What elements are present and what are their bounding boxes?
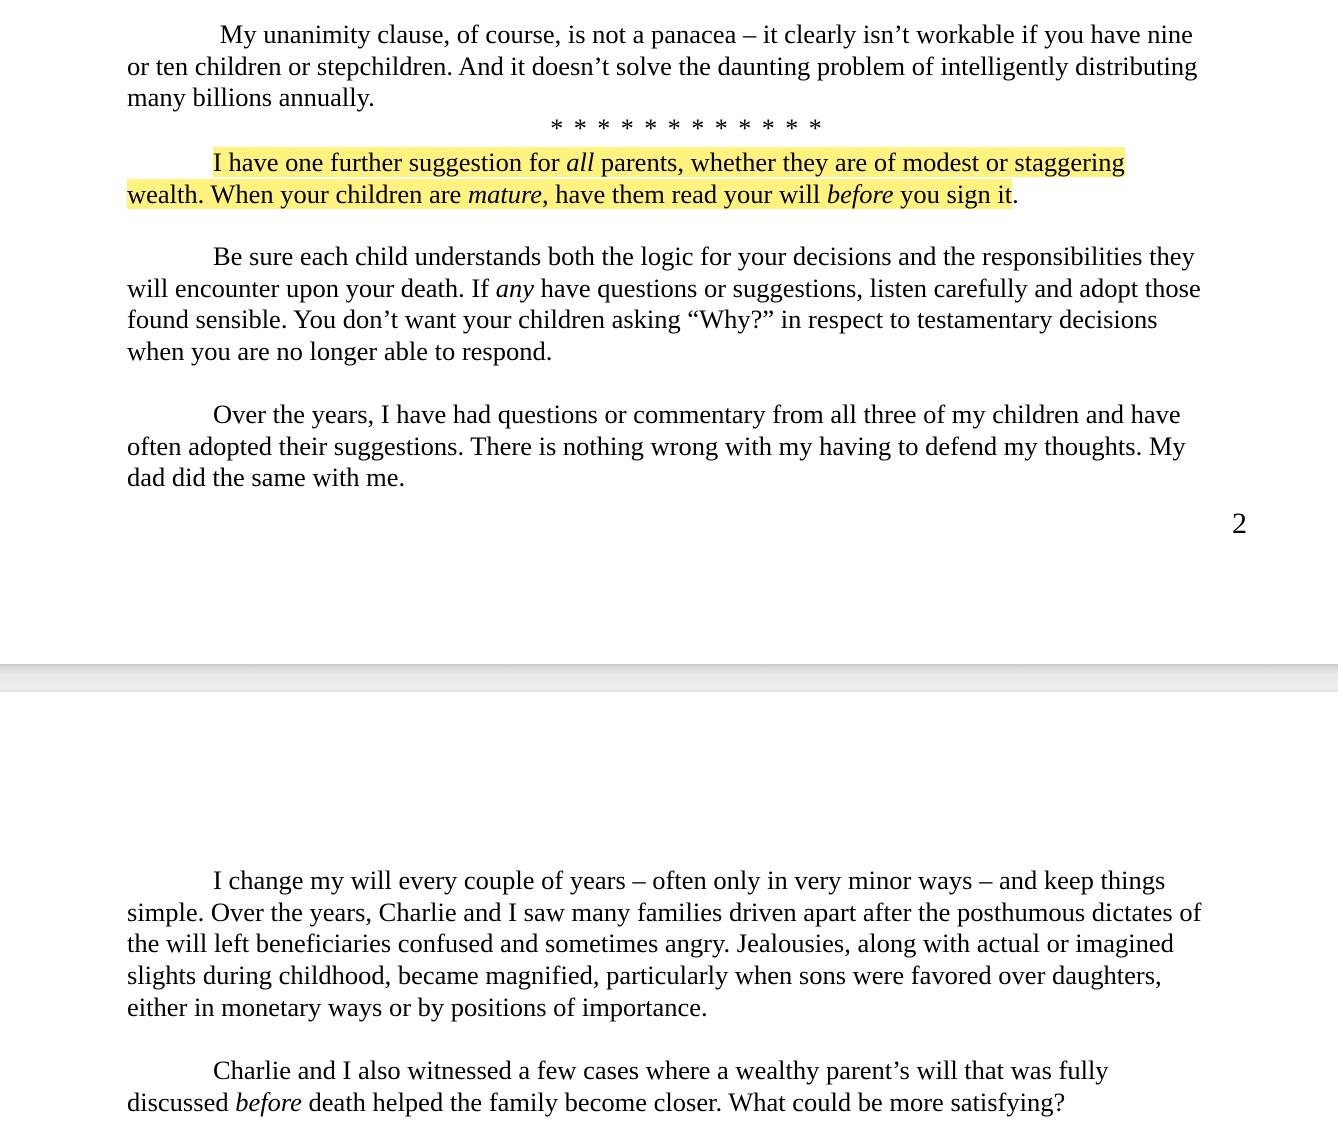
paragraph-unanimity-clause: My unanimity clause, of course, is not a panacea – it clearly isn’t workable if you have nine or ten children or stepchildren. And it doesn’t solve the daunting problem of intelligently distributing many billions annually. xyxy=(127,19,1198,113)
text-segment: you sign it xyxy=(893,178,1013,209)
text-segment: death helped the family become closer. What could be more satisfying? xyxy=(301,1086,1066,1117)
text-segment: parents, whether they are of modest or staggering xyxy=(594,147,1125,177)
text-segment: I have one further suggestion for xyxy=(213,147,567,177)
paragraph-be-sure xyxy=(127,241,1252,368)
italic-before: before xyxy=(826,178,894,209)
document-page-3 xyxy=(0,692,1338,1130)
text-segment: , have them read your will xyxy=(542,178,827,209)
paragraph-over-the-years xyxy=(127,399,1252,494)
section-divider-asterisks: * * * * * * * * * * * * xyxy=(550,114,824,143)
paragraph-change-my-will xyxy=(127,865,1252,1024)
italic-mature: mature xyxy=(467,178,543,209)
italic-any: any xyxy=(495,272,534,303)
text-segment: Charlie and I also witnessed a few cases where a wealthy parent’s will that was fully discussed xyxy=(127,1055,1109,1117)
highlight-line-1[interactable] xyxy=(213,147,1125,177)
text-segment: have questions or suggestions, listen carefully and adopt those found sensible. You don’t want your children asking “Why?” in respect to testamentary decisions when you are no longer able to respond. xyxy=(127,272,1201,367)
page-separator xyxy=(0,664,1338,692)
italic-before: before xyxy=(235,1086,302,1117)
text-segment: Over the years, I have had questions or commentary from all three of my children and have often adopted their suggestions. There is nothing wrong with my having to defend my thoughts. My dad did the same with me. xyxy=(127,399,1186,493)
italic-all: all xyxy=(566,147,595,177)
text-segment: wealth. When your children are xyxy=(127,178,468,209)
text-segment: Be sure each child understands both the logic for your decisions and the responsibilities they will encounter upon your death. If xyxy=(127,241,1195,303)
highlight-line-2[interactable] xyxy=(127,179,1012,209)
text-segment: I change my will every couple of years – often only in very minor ways – and keep things simple. Over the years, Charlie and I saw many families driven apart after the posthumous dictates of the will left beneficiaries confused and sometimes angry. Jealousies, along with actual or imagined slights during childhood, became magnified, particularly when sons were favored over daughters, either in monetary ways or by positions of importance. xyxy=(127,865,1202,1022)
paragraph-witnessed-cases xyxy=(127,1055,1252,1118)
page-number: 2 xyxy=(1232,507,1247,540)
paragraph-further-suggestion-highlighted[interactable] xyxy=(127,147,1252,210)
text-segment: . xyxy=(1012,178,1019,209)
